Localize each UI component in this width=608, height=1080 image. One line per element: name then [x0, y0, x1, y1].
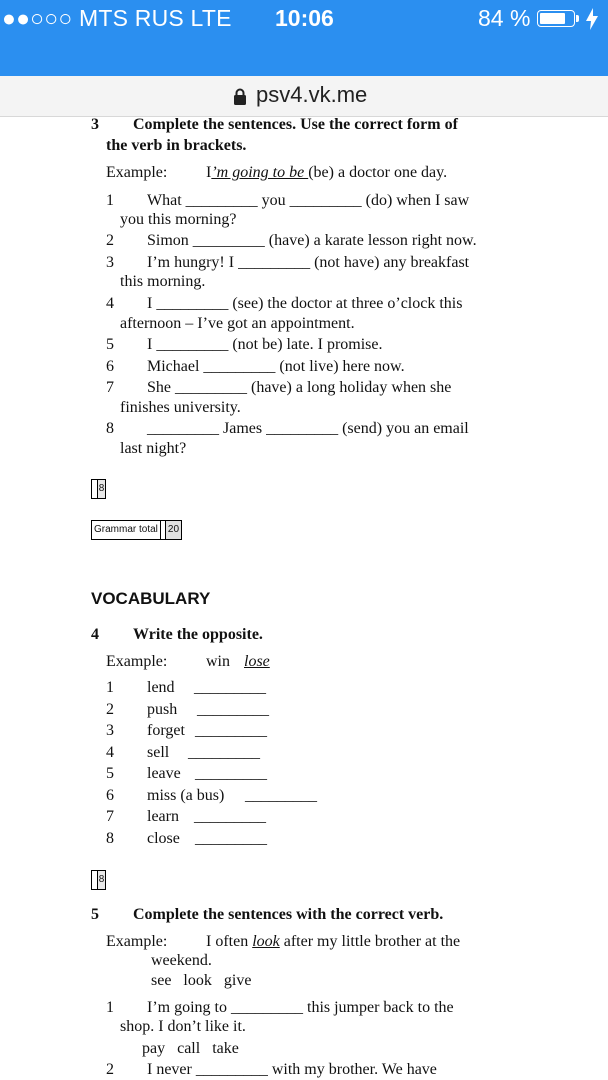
- clock: 10:06: [275, 5, 334, 31]
- battery-percent: 84 %: [478, 5, 531, 31]
- item-text: I never _________ with my brother. We have: [147, 1061, 437, 1078]
- battery-icon: [537, 10, 575, 27]
- section-instruction-cont: the verb in brackets.: [106, 137, 247, 154]
- item-number: 6: [106, 787, 114, 804]
- vocabulary-heading: VOCABULARY: [91, 589, 211, 608]
- section-number: 3: [91, 117, 99, 133]
- section-instruction: Complete the sentences with the correct verb.: [133, 906, 444, 923]
- item-text-cont: you this morning?: [120, 211, 237, 228]
- item-text: Michael _________ (not live) here now.: [147, 358, 405, 375]
- answer-blank: _________: [194, 808, 266, 825]
- battery-tip: [576, 15, 579, 22]
- item-number: 2: [106, 232, 114, 249]
- carrier-signal: ●●○○○ MTS RUS LTE: [2, 5, 232, 31]
- example-sentence: I often look after my little brother at the: [206, 933, 461, 950]
- item-text-cont: last night?: [120, 440, 187, 457]
- item-word: forget: [147, 722, 185, 739]
- item-text-cont: this morning.: [120, 273, 206, 290]
- status-bar: [0, 0, 608, 76]
- item-options: pay call take: [142, 1040, 239, 1057]
- section-number: 5: [91, 906, 99, 923]
- answer-blank: _________: [188, 744, 260, 761]
- item-text-cont: afternoon – I’ve got an appointment.: [120, 315, 355, 332]
- example-options: see look give: [151, 972, 252, 989]
- example-sentence-cont: weekend.: [151, 952, 212, 969]
- item-text: I’m hungry! I _________ (not have) any breakfast: [147, 254, 470, 271]
- item-word: push: [147, 701, 178, 718]
- item-word: close: [147, 830, 180, 847]
- answer-blank: _________: [245, 787, 317, 804]
- item-word: leave: [147, 765, 181, 782]
- grammar-total-box: [91, 520, 182, 540]
- item-number: 6: [106, 358, 114, 375]
- item-number: 8: [106, 830, 114, 847]
- item-number: 1: [106, 999, 114, 1016]
- battery-level-fill: [540, 13, 565, 24]
- example-answer: lose: [244, 653, 270, 670]
- grammar-total-max: 20: [165, 521, 181, 539]
- example-label: Example:: [106, 933, 168, 950]
- answer-blank: _________: [195, 722, 267, 739]
- item-word: sell: [147, 744, 170, 761]
- answer-blank: _________: [194, 679, 266, 696]
- item-text: She _________ (have) a long holiday when she: [147, 379, 452, 396]
- document-page[interactable]: [0, 117, 608, 1080]
- score-box: [91, 870, 106, 890]
- item-word: learn: [147, 808, 179, 825]
- item-number: 3: [106, 254, 114, 271]
- example-label: Example:: [106, 653, 168, 670]
- example-word: win: [206, 653, 230, 670]
- item-word: miss (a bus): [147, 787, 225, 804]
- item-number: 5: [106, 765, 114, 782]
- item-number: 5: [106, 336, 114, 353]
- score-max: 8: [97, 480, 105, 498]
- item-number: 7: [106, 379, 114, 396]
- example-answer: look: [252, 933, 280, 950]
- example-answer: ’m going to be: [211, 164, 309, 181]
- item-number: 4: [106, 744, 114, 761]
- item-text: I’m going to _________ this jumper back to the: [147, 999, 454, 1016]
- section-instruction: Write the opposite.: [133, 626, 263, 643]
- item-text: _________ James _________ (send) you an email: [147, 420, 469, 437]
- item-number: 2: [106, 701, 114, 718]
- score-max: 8: [97, 871, 105, 889]
- item-number: 3: [106, 722, 114, 739]
- item-text: I _________ (not be) late. I promise.: [147, 336, 383, 353]
- item-number: 4: [106, 295, 114, 312]
- item-word: lend: [147, 679, 175, 696]
- example-label: Example:: [106, 164, 168, 181]
- item-text: Simon _________ (have) a karate lesson right now.: [147, 232, 477, 249]
- address-bar[interactable]: [0, 76, 608, 117]
- grammar-total-label: Grammar total: [94, 524, 158, 535]
- url-text[interactable]: psv4.vk.me: [256, 82, 368, 107]
- item-number: 1: [106, 192, 114, 209]
- lock-icon: [233, 88, 247, 105]
- item-number: 1: [106, 679, 114, 696]
- answer-blank: _________: [195, 765, 267, 782]
- item-text: What _________ you _________ (do) when I saw: [147, 192, 470, 209]
- item-number: 7: [106, 808, 114, 825]
- item-text: I _________ (see) the doctor at three o’clock this: [147, 295, 463, 312]
- answer-blank: _________: [195, 830, 267, 847]
- item-number: 2: [106, 1061, 114, 1078]
- item-text-cont: finishes university.: [120, 399, 241, 416]
- item-text-cont: shop. I don’t like it.: [120, 1018, 246, 1035]
- bolt-icon: [585, 8, 599, 30]
- example-sentence: I’m going to be (be) a doctor one day.: [206, 164, 448, 181]
- section-instruction: Complete the sentences. Use the correct form of: [133, 117, 458, 133]
- section-number: 4: [91, 626, 99, 643]
- item-number: 8: [106, 420, 114, 437]
- answer-blank: _________: [197, 701, 269, 718]
- score-box: [91, 479, 106, 499]
